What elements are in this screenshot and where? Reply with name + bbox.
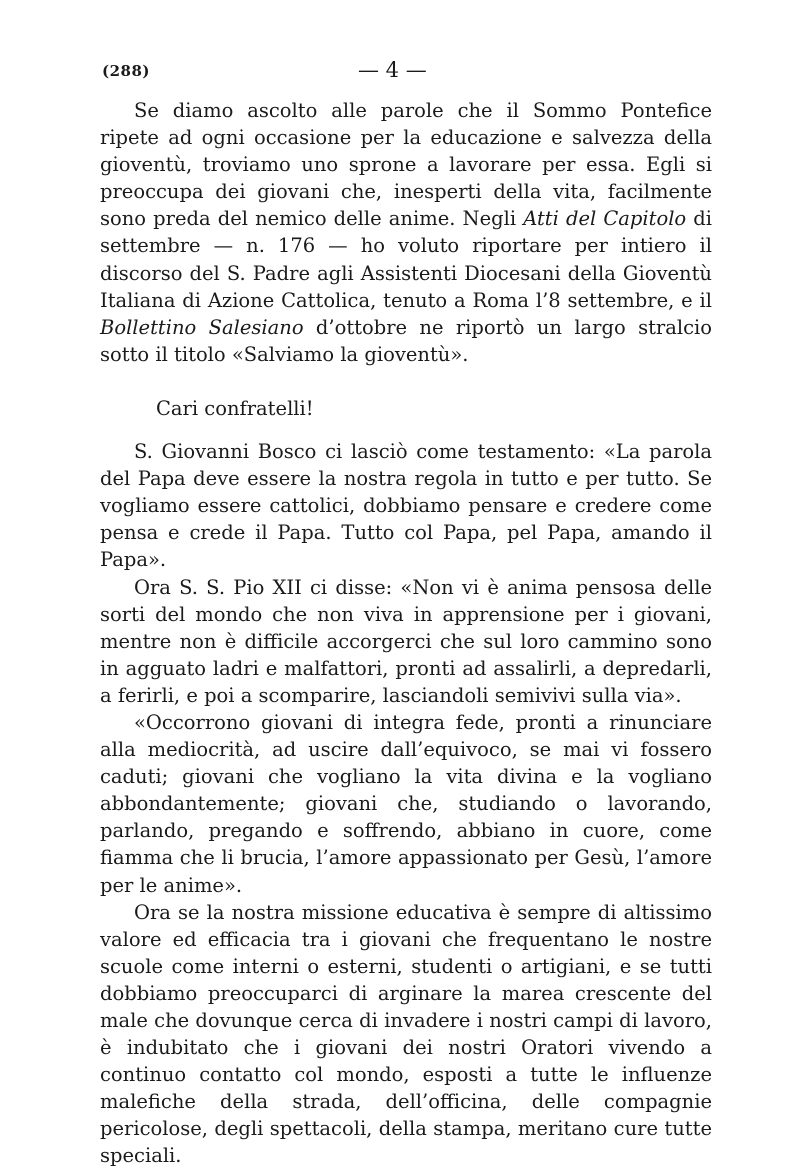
paragraph: S. Giovanni Bosco ci lasciò come testamento: «La parola del Papa deve essere la nostra regola in tutto e per tutto. Se vogliamo essere cattolici, dobbiamo pensare e credere come pensa e crede il Papa. Tutto col Papa, pel Papa, amando il Papa». bbox=[100, 440, 712, 572]
page-header bbox=[100, 58, 712, 88]
intro-title-bollettino: Bollettino Salesiano bbox=[100, 315, 304, 339]
page-number: — 4 — bbox=[358, 58, 427, 82]
intro-text-1: Se diamo ascolto alle parole che il Sommo Pontefice ripete ad ogni occasione per la educazione e salvezza della gioventù, troviamo uno sprone a lavorare per essa. Egli si preoccupa dei giovani che, inesperti della vita, facilmente sono preda del nemico delle anime. Negli bbox=[100, 99, 712, 231]
intro-text-3: d’ottobre ne riportò un largo stralcio sotto il titolo «Salviamo la gioventù». bbox=[100, 315, 712, 366]
page-body bbox=[100, 97, 712, 1170]
salutation: Cari confratelli! bbox=[156, 396, 314, 420]
intro-text-2: di settembre — n. 176 — ho voluto riportare per intiero il discorso del S. Padre agli Assistenti Diocesani della Gioventù Italiana di Azione Cattolica, tenuto a Roma l’8 settembre, e il bbox=[100, 207, 712, 312]
paragraph: Ora se la nostra missione educativa è sempre di altissimo valore ed efficacia tra i giovani che frequentano le nostre scuole come interni o esterni, studenti o artigiani, e se tutti dobbiamo preoccuparci di arginare la marea crescente del male che dovunque cerca di invadere i nostri campi di lavoro, è indubitato che i giovani dei nostri Oratori vivendo a continuo contatto col mondo, esposti a tutte le influenze malefiche della strada, dell’officina, delle compagnie pericolose, degli spettacoli, della stampa, meritano cure tutte speciali. bbox=[100, 900, 712, 1168]
intro-title-atti: Atti del Capitolo bbox=[523, 207, 687, 231]
page-reference: (288) bbox=[102, 62, 151, 80]
paragraph: «Occorrono giovani di integra fede, pronti a rinunciare alla mediocrità, ad uscire dall’equivoco, se mai vi fossero caduti; giovani che vogliano la vita divina e la vogliano abbondantemente; giovani che, studiando o lavorando, parlando, pregando e soffrendo, abbiano in cuore, come fiamma che li brucia, l’amore appassionato per Gesù, l’amore per le anime». bbox=[100, 710, 712, 897]
paragraph: Ora S. S. Pio XII ci disse: «Non vi è anima pensosa delle sorti del mondo che non viva in apprensione per i giovani, mentre non è difficile accorgerci che sul loro cammino sono in agguato ladri e malfattori, pronti ad assalirli, a depredarli, a ferirli, e poi a scomparire, lasciandoli semivivi sulla via». bbox=[100, 575, 712, 707]
intro-paragraph bbox=[100, 97, 712, 368]
